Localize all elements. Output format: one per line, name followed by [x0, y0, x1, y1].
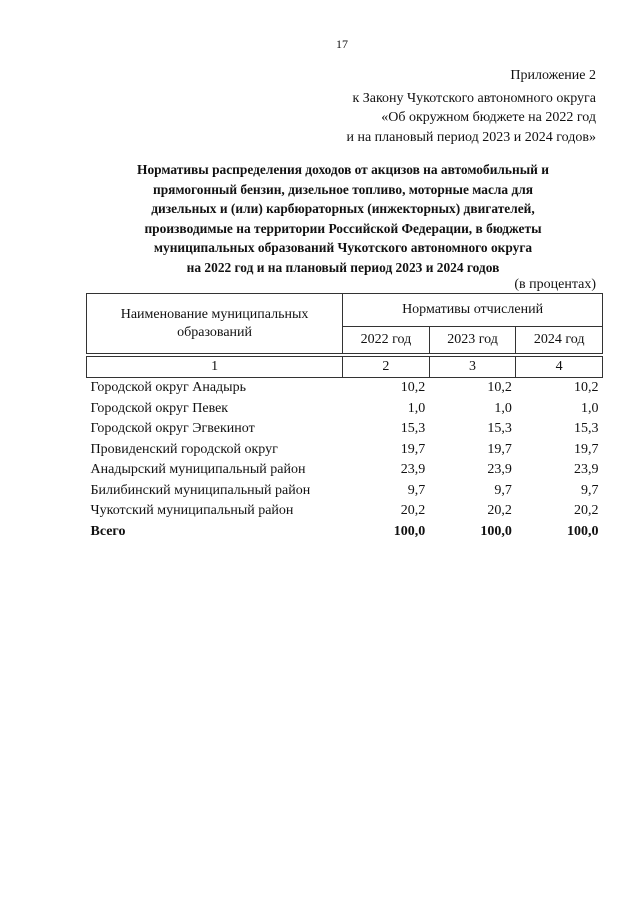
column-number: 4	[516, 357, 603, 378]
document-title	[90, 160, 596, 277]
column-header-name	[87, 294, 343, 354]
title-line: муниципальных образований Чукотского автономного округа	[153, 240, 533, 255]
value-2023: 1,0	[494, 400, 512, 416]
value-2022: 9,7	[407, 482, 426, 498]
table-row	[87, 440, 603, 461]
value-2023: 10,2	[487, 380, 512, 396]
title-line: на 2022 год и на плановый период 2023 и 2024 годов	[186, 259, 500, 275]
value-2024: 15,3	[574, 421, 599, 437]
municipality-name: Чукотский муниципальный район	[90, 503, 294, 519]
total-label: Всего	[90, 523, 126, 539]
municipality-name: Городской округ Эгвекинот	[90, 421, 255, 437]
municipality-name: Городской округ Анадырь	[90, 380, 246, 396]
value-2022: 20,2	[400, 503, 426, 519]
column-header-year: 2023 год	[429, 327, 516, 354]
column-header-norms: Нормативы отчислений	[343, 294, 603, 327]
appendix-line: к Закону Чукотского автономного округа	[352, 90, 596, 106]
table-row	[87, 399, 603, 420]
value-2024: 1,0	[581, 400, 599, 416]
value-2022: 23,9	[400, 462, 426, 478]
title-line: дизельных и (или) карбюраторных (инжекторных) двигателей,	[151, 201, 535, 216]
value-2023: 23,9	[487, 462, 512, 478]
table-total-row	[87, 522, 603, 543]
value-2024: 19,7	[574, 441, 599, 457]
appendix-title: Приложение 2	[510, 68, 596, 83]
value-2022: 1,0	[407, 400, 426, 416]
total-2022: 100,0	[393, 523, 426, 539]
value-2023: 15,3	[487, 421, 512, 437]
column-header-year: 2022 год	[343, 327, 430, 354]
column-number: 2	[343, 357, 430, 378]
value-2022: 15,3	[400, 421, 426, 437]
value-2024: 23,9	[574, 462, 599, 478]
municipality-name: Билибинский муниципальный район	[90, 482, 311, 498]
municipality-name: Анадырский муниципальный район	[90, 462, 306, 478]
title-line: производимые на территории Российской Федерации, в бюджеты	[144, 220, 542, 236]
appendix-line: и на плановый период 2023 и 2024 годов»	[346, 129, 596, 145]
value-2023: 9,7	[494, 482, 512, 498]
norms-table	[86, 293, 603, 542]
value-2023: 20,2	[487, 503, 512, 519]
table-row	[87, 460, 603, 481]
column-header-year: 2024 год	[516, 327, 603, 354]
column-number: 3	[429, 357, 516, 378]
column-number: 1	[87, 357, 343, 378]
table-row	[87, 481, 603, 502]
column-header-name-line2: образований	[177, 324, 253, 340]
column-numbers-row	[87, 357, 603, 378]
table-header-row	[87, 294, 603, 327]
value-2024: 20,2	[574, 503, 599, 519]
municipality-name: Городской округ Певек	[90, 400, 229, 416]
value-2022: 19,7	[400, 441, 426, 457]
table-row	[87, 378, 603, 399]
value-2024: 10,2	[574, 380, 599, 396]
value-2022: 10,2	[400, 380, 426, 396]
title-line: прямогонный бензин, дизельное топливо, моторные масла для	[152, 181, 534, 197]
total-2024: 100,0	[567, 523, 599, 539]
appendix-header	[346, 66, 596, 147]
value-2024: 9,7	[581, 482, 599, 498]
table-row	[87, 419, 603, 440]
table-row	[87, 501, 603, 522]
value-2023: 19,7	[487, 441, 512, 457]
total-2023: 100,0	[480, 523, 512, 539]
page-number: 17	[336, 37, 348, 51]
column-header-name-line1: Наименование муниципальных	[120, 306, 309, 322]
units-note: (в процентах)	[514, 277, 596, 292]
municipality-name: Провиденский городской округ	[90, 441, 278, 457]
appendix-line: «Об окружном бюджете на 2022 год	[381, 110, 596, 125]
title-line: Нормативы распределения доходов от акцизов на автомобильный и	[137, 162, 549, 177]
